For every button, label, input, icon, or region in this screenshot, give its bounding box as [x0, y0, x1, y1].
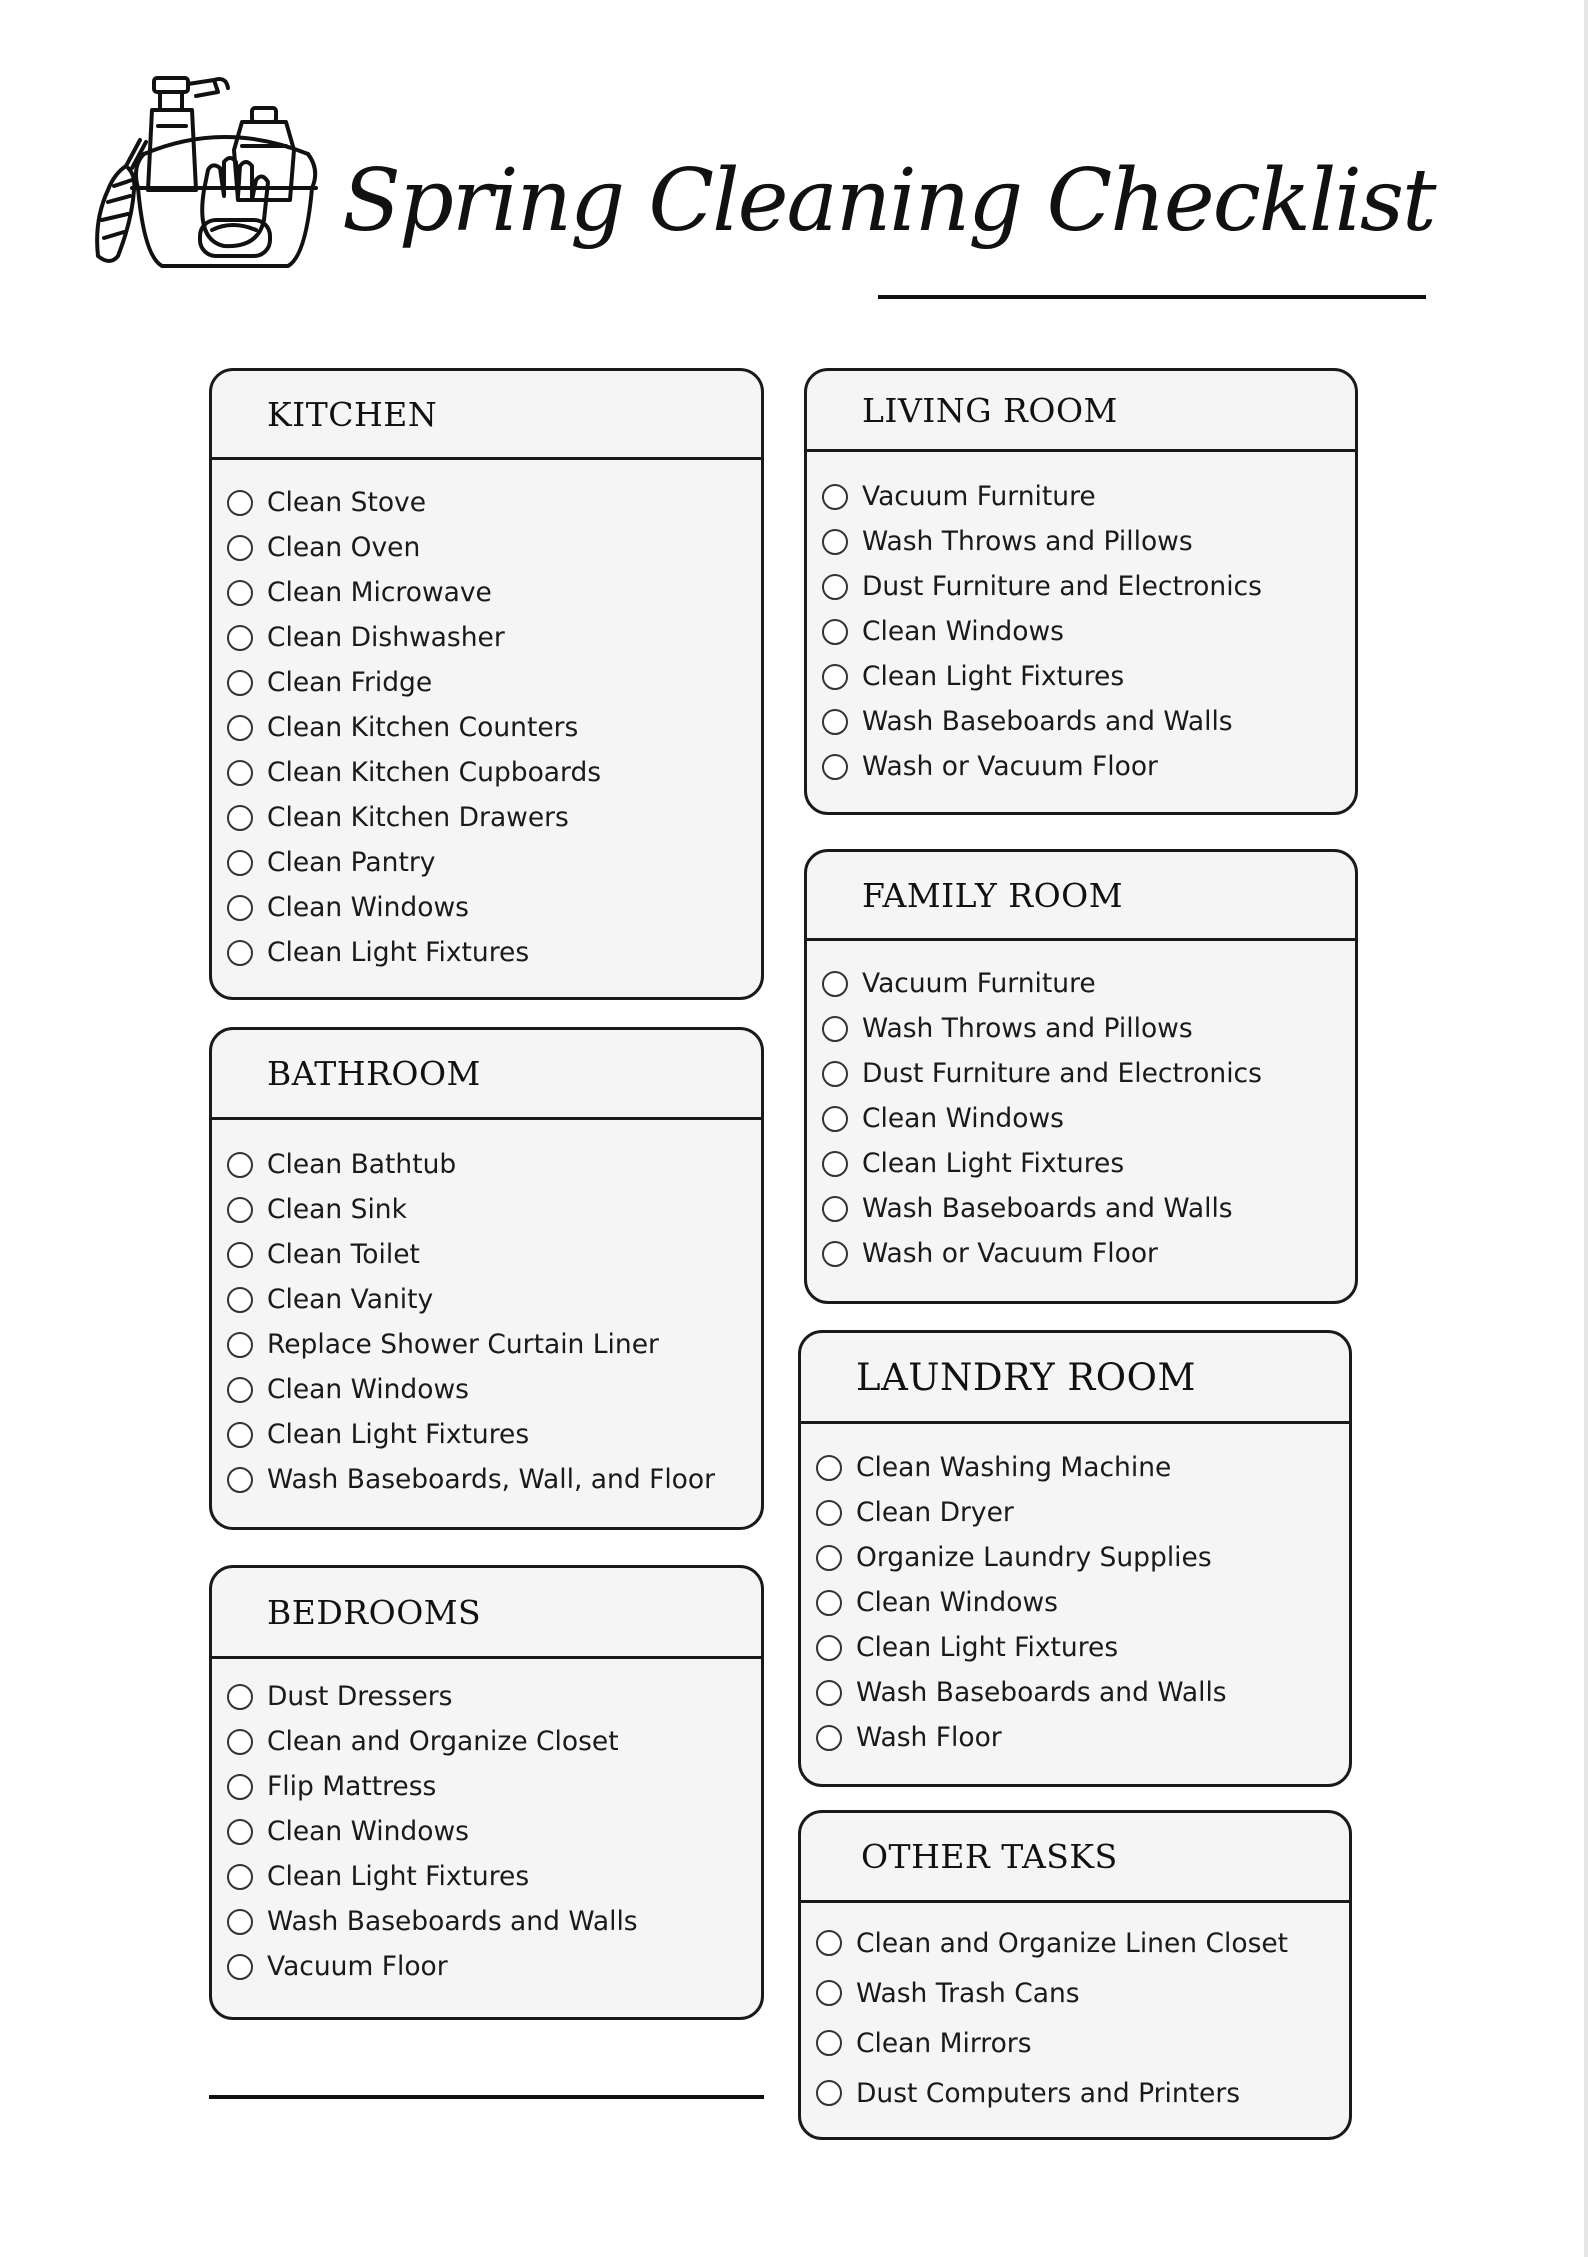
checkbox-circle-icon[interactable] — [227, 1197, 253, 1223]
checkbox-circle-icon[interactable] — [227, 1242, 253, 1268]
checkbox-circle-icon[interactable] — [822, 709, 848, 735]
section-header — [807, 852, 1355, 941]
checklist-item-label: Clean Bathtub — [267, 1149, 457, 1180]
checkbox-circle-icon[interactable] — [822, 1151, 848, 1177]
checkbox-circle-icon[interactable] — [227, 1422, 253, 1448]
section-bathroom — [209, 1027, 764, 1530]
checklist-item[interactable] — [801, 1715, 1349, 1760]
checklist-item[interactable] — [212, 840, 761, 885]
checkbox-circle-icon[interactable] — [227, 805, 253, 831]
checklist-item-label: Dust Computers and Printers — [856, 2077, 1241, 2109]
checklist-item[interactable] — [212, 660, 761, 705]
checklist — [801, 1424, 1349, 1760]
section-header — [801, 1333, 1349, 1424]
checklist-item-label: Clean and Organize Closet — [267, 1726, 619, 1757]
checklist-item-label: Clean Light Fixtures — [862, 661, 1125, 692]
checkbox-circle-icon[interactable] — [227, 1287, 253, 1313]
checkbox-circle-icon[interactable] — [227, 760, 253, 786]
checkbox-circle-icon[interactable] — [816, 1980, 842, 2006]
section-title: OTHER TASKS — [861, 1837, 1118, 1876]
checkbox-circle-icon[interactable] — [822, 1061, 848, 1087]
section-title: KITCHEN — [267, 394, 438, 434]
checklist-item-label: Clean Light Fixtures — [267, 1419, 530, 1450]
checklist-item[interactable] — [212, 1322, 761, 1367]
checkbox-circle-icon[interactable] — [822, 1241, 848, 1267]
checklist-item-label: Wash Baseboards and Walls — [267, 1906, 638, 1937]
checklist-item[interactable] — [801, 1535, 1349, 1580]
checklist-item[interactable] — [212, 1719, 761, 1764]
section-other-tasks — [798, 1810, 1352, 2140]
checkbox-circle-icon[interactable] — [816, 1930, 842, 1956]
section-kitchen — [209, 368, 764, 1000]
checklist-item[interactable] — [212, 1457, 761, 1502]
checklist-item[interactable] — [212, 1854, 761, 1899]
checklist-item[interactable] — [807, 744, 1355, 789]
checkbox-circle-icon[interactable] — [227, 490, 253, 516]
checklist-item-label: Clean Windows — [267, 892, 469, 923]
checkbox-circle-icon[interactable] — [227, 1684, 253, 1710]
checkbox-circle-icon[interactable] — [227, 535, 253, 561]
cleaning-bucket-icon — [92, 70, 332, 302]
checkbox-circle-icon[interactable] — [816, 1545, 842, 1571]
section-header — [801, 1813, 1349, 1903]
page-title: Spring Cleaning Checklist — [342, 151, 1435, 251]
checklist-item[interactable] — [801, 1490, 1349, 1535]
checklist-item[interactable] — [807, 1141, 1355, 1186]
checklist-item-label: Clean Windows — [267, 1816, 469, 1847]
checkbox-circle-icon[interactable] — [227, 850, 253, 876]
checkbox-circle-icon[interactable] — [227, 1332, 253, 1358]
checklist-item[interactable] — [212, 480, 761, 525]
checklist-item[interactable] — [212, 1277, 761, 1322]
checkbox-circle-icon[interactable] — [227, 1729, 253, 1755]
checklist — [212, 1120, 761, 1502]
checklist-item[interactable] — [212, 1764, 761, 1809]
checkbox-circle-icon[interactable] — [227, 1819, 253, 1845]
checklist-item[interactable] — [807, 1051, 1355, 1096]
checklist-item[interactable] — [212, 1232, 761, 1277]
checklist-item-label: Wash or Vacuum Floor — [862, 751, 1158, 782]
checklist-item[interactable] — [801, 1580, 1349, 1625]
checkbox-circle-icon[interactable] — [227, 1909, 253, 1935]
checklist-item-label: Wash or Vacuum Floor — [862, 1238, 1158, 1269]
checklist-item[interactable] — [807, 654, 1355, 699]
checkbox-circle-icon[interactable] — [227, 580, 253, 606]
checkbox-circle-icon[interactable] — [816, 1635, 842, 1661]
checklist-item-label: Clean Windows — [862, 616, 1064, 647]
checkbox-circle-icon[interactable] — [227, 1377, 253, 1403]
checkbox-circle-icon[interactable] — [822, 971, 848, 997]
checklist-item-label: Wash Throws and Pillows — [862, 526, 1193, 557]
checkbox-circle-icon[interactable] — [227, 1954, 253, 1980]
checklist-item[interactable] — [212, 1367, 761, 1412]
checkbox-circle-icon[interactable] — [816, 1500, 842, 1526]
checkbox-circle-icon[interactable] — [822, 1106, 848, 1132]
checklist-item-label: Replace Shower Curtain Liner — [267, 1329, 659, 1360]
checkbox-circle-icon[interactable] — [816, 2030, 842, 2056]
section-header — [212, 1568, 761, 1659]
checklist-item[interactable] — [212, 795, 761, 840]
checkbox-circle-icon[interactable] — [822, 664, 848, 690]
checklist-item-label: Vacuum Floor — [267, 1951, 448, 1982]
checklist-item[interactable] — [212, 570, 761, 615]
checklist-item-label: Wash Baseboards, Wall, and Floor — [267, 1464, 716, 1495]
section-header — [212, 371, 761, 460]
checkbox-circle-icon[interactable] — [822, 1016, 848, 1042]
checklist-item[interactable] — [212, 1187, 761, 1232]
checklist-item[interactable] — [807, 1186, 1355, 1231]
checkbox-circle-icon[interactable] — [227, 625, 253, 651]
footer-rule — [209, 2095, 764, 2099]
checkbox-circle-icon[interactable] — [227, 895, 253, 921]
checkbox-circle-icon[interactable] — [822, 1196, 848, 1222]
section-laundry-room — [798, 1330, 1352, 1787]
checklist-item-label: Wash Trash Cans — [856, 1977, 1080, 2009]
section-title: BEDROOMS — [267, 1592, 482, 1632]
checklist-item[interactable] — [212, 705, 761, 750]
section-title: FAMILY ROOM — [862, 875, 1124, 915]
checkbox-circle-icon[interactable] — [816, 1455, 842, 1481]
section-title: BATHROOM — [267, 1054, 481, 1093]
checklist-item[interactable] — [807, 1096, 1355, 1141]
checklist-item-label: Clean Oven — [267, 532, 421, 563]
checklist-item-label: Clean Kitchen Counters — [267, 712, 579, 743]
checklist-item[interactable] — [212, 885, 761, 930]
checklist-item[interactable] — [212, 930, 761, 975]
checklist-item[interactable] — [212, 1944, 761, 1989]
checkbox-circle-icon[interactable] — [816, 1590, 842, 1616]
checkbox-circle-icon[interactable] — [822, 754, 848, 780]
checklist-item-label: Clean Light Fixtures — [267, 937, 530, 968]
checkbox-circle-icon[interactable] — [822, 484, 848, 510]
checklist-item-label: Clean Washing Machine — [856, 1452, 1172, 1483]
section-header — [807, 371, 1355, 452]
checkbox-circle-icon[interactable] — [227, 940, 253, 966]
checklist-item-label: Dust Dressers — [267, 1681, 453, 1712]
checklist-item[interactable] — [801, 1445, 1349, 1490]
checkbox-circle-icon[interactable] — [227, 1864, 253, 1890]
checkbox-circle-icon[interactable] — [816, 2080, 842, 2106]
checklist-item-label: Clean Toilet — [267, 1239, 420, 1270]
checklist-item[interactable] — [212, 750, 761, 795]
checklist-item[interactable] — [807, 609, 1355, 654]
section-family-room — [804, 849, 1358, 1304]
checklist-item-label: Clean Pantry — [267, 847, 436, 878]
checklist-item[interactable] — [807, 699, 1355, 744]
checklist-item[interactable] — [807, 564, 1355, 609]
checkbox-circle-icon[interactable] — [227, 1152, 253, 1178]
checkbox-circle-icon[interactable] — [816, 1725, 842, 1751]
checklist-item[interactable] — [212, 1809, 761, 1854]
checklist-item-label: Clean Vanity — [267, 1284, 434, 1315]
section-header — [212, 1030, 761, 1120]
checkbox-circle-icon[interactable] — [822, 574, 848, 600]
checklist-item[interactable] — [807, 961, 1355, 1006]
checkbox-circle-icon[interactable] — [822, 619, 848, 645]
checklist-item[interactable] — [801, 1670, 1349, 1715]
checklist-item[interactable] — [801, 1918, 1349, 1968]
checkbox-circle-icon[interactable] — [227, 715, 253, 741]
checkbox-circle-icon[interactable] — [227, 1467, 253, 1493]
checklist-item-label: Clean Microwave — [267, 577, 492, 608]
checklist-item-label: Organize Laundry Supplies — [856, 1542, 1212, 1573]
checklist-item[interactable] — [807, 1231, 1355, 1276]
checklist — [807, 452, 1355, 789]
checklist-item-label: Clean Kitchen Cupboards — [267, 757, 602, 788]
checklist-item-label: Clean Light Fixtures — [862, 1148, 1125, 1179]
checklist — [801, 1903, 1349, 2118]
checklist-item-label: Wash Floor — [856, 1722, 1002, 1753]
checklist-item-label: Dust Furniture and Electronics — [862, 571, 1262, 602]
checklist-item-label: Wash Baseboards and Walls — [856, 1677, 1227, 1708]
checklist-item-label: Clean and Organize Linen Closet — [856, 1927, 1289, 1959]
checkbox-circle-icon[interactable] — [816, 1680, 842, 1706]
checklist-item-label: Flip Mattress — [267, 1771, 437, 1802]
page-edge — [1584, 0, 1588, 2257]
checklist-item-label: Wash Baseboards and Walls — [862, 1193, 1233, 1224]
checklist-item-label: Clean Fridge — [267, 667, 433, 698]
checklist-item-label: Dust Furniture and Electronics — [862, 1058, 1262, 1089]
checklist-item-label: Clean Windows — [856, 1587, 1058, 1618]
section-living-room — [804, 368, 1358, 815]
checklist-item[interactable] — [807, 1006, 1355, 1051]
checklist-item[interactable] — [807, 519, 1355, 564]
section-bedrooms — [209, 1565, 764, 2020]
checklist-item[interactable] — [212, 1899, 761, 1944]
checklist-item[interactable] — [212, 1412, 761, 1457]
checklist — [212, 460, 761, 975]
checklist-item[interactable] — [212, 1674, 761, 1719]
checkbox-circle-icon[interactable] — [822, 529, 848, 555]
checklist-item[interactable] — [801, 2068, 1349, 2118]
checklist-item[interactable] — [212, 615, 761, 660]
checklist-item[interactable] — [801, 1968, 1349, 2018]
checklist — [807, 941, 1355, 1276]
checklist-item-label: Clean Light Fixtures — [856, 1632, 1119, 1663]
section-title: LIVING ROOM — [862, 390, 1118, 430]
checklist-item-label: Clean Kitchen Drawers — [267, 802, 569, 833]
checklist-item-label: Vacuum Furniture — [862, 481, 1096, 512]
checklist-item-label: Clean Dishwasher — [267, 622, 505, 653]
checklist-item-label: Clean Sink — [267, 1194, 407, 1225]
checklist-item-label: Clean Dryer — [856, 1497, 1014, 1528]
checklist-item-label: Clean Windows — [267, 1374, 469, 1405]
checklist-item-label: Clean Light Fixtures — [267, 1861, 530, 1892]
checklist-item-label: Vacuum Furniture — [862, 968, 1096, 999]
checklist-item[interactable] — [212, 1142, 761, 1187]
title-underline — [878, 295, 1426, 299]
checkbox-circle-icon[interactable] — [227, 670, 253, 696]
checklist-item[interactable] — [801, 1625, 1349, 1670]
checklist — [212, 1659, 761, 1989]
checklist-item-label: Clean Windows — [862, 1103, 1064, 1134]
checklist-item[interactable] — [801, 2018, 1349, 2068]
checklist-item-label: Clean Mirrors — [856, 2027, 1032, 2059]
checklist-item[interactable] — [212, 525, 761, 570]
section-title: LAUNDRY ROOM — [856, 1355, 1196, 1399]
checklist-item[interactable] — [807, 474, 1355, 519]
checklist-item-label: Clean Stove — [267, 487, 427, 518]
checklist-item-label: Wash Baseboards and Walls — [862, 706, 1233, 737]
checkbox-circle-icon[interactable] — [227, 1774, 253, 1800]
checklist-item-label: Wash Throws and Pillows — [862, 1013, 1193, 1044]
